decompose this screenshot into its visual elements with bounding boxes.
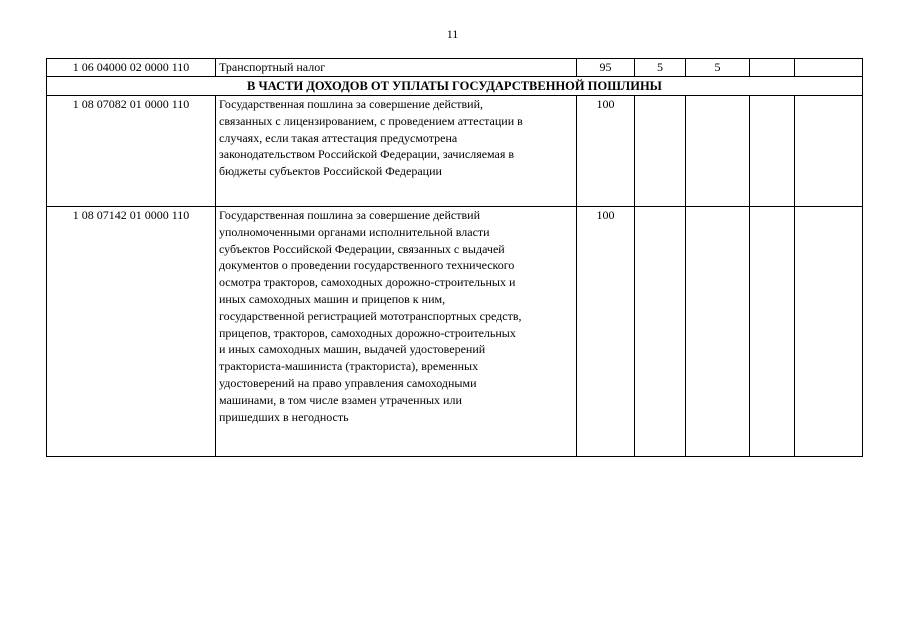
revenue-name — [216, 207, 577, 457]
revenue-name: Транспортный налог — [216, 59, 577, 77]
norm-value-1: 100 — [577, 207, 635, 457]
norm-value-5 — [795, 59, 863, 77]
section-header: В ЧАСТИ ДОХОДОВ ОТ УПЛАТЫ ГОСУДАРСТВЕННОЙ ПОШЛИНЫ — [47, 77, 863, 96]
revenue-name-text: Государственная пошлина за совершение действий уполномоченными органами исполнительной власти субъектов Российской Федерации, связанных с выдачей документов о проведении государственного технического осмотра тракторов, самоходных дорожно-строительных и иных самоходных машин и прицепов к ним, государственной регистрацией мототранспортных средств, прицепов, тракторов, самоходных дорожно-строительных и иных самоходных машин, выдачей удостоверений тракториста-машиниста (тракториста), временных удостоверений на право управления самоходными машинами, в том числе взамен утраченных или пришедших в негодность — [219, 208, 522, 424]
norm-value-2: 5 — [635, 59, 686, 77]
budget-classification-code: 1 08 07082 01 0000 110 — [47, 96, 216, 207]
table-row — [47, 59, 863, 77]
norm-value-2 — [635, 96, 686, 207]
budget-classification-code: 1 08 07142 01 0000 110 — [47, 207, 216, 457]
revenue-name — [216, 96, 577, 207]
norm-value-5 — [795, 207, 863, 457]
norm-value-1: 100 — [577, 96, 635, 207]
budget-classification-code: 1 06 04000 02 0000 110 — [47, 59, 216, 77]
norm-value-1: 95 — [577, 59, 635, 77]
norm-value-3: 5 — [686, 59, 750, 77]
norm-value-4 — [750, 207, 795, 457]
revenue-name-text: Государственная пошлина за совершение действий, связанных с лицензированием, с проведением аттестации в случаях, если такая аттестация предусмотрена законодательством Российской Федерации, зачисляемая в бюджеты субъектов Российской Федерации — [219, 97, 523, 179]
norm-value-3 — [686, 96, 750, 207]
table-row — [47, 207, 863, 457]
section-header-row — [47, 77, 863, 96]
revenue-distribution-table — [46, 58, 863, 457]
norm-value-5 — [795, 96, 863, 207]
page-number: 11 — [446, 27, 459, 41]
table-row — [47, 96, 863, 207]
norm-value-3 — [686, 207, 750, 457]
norm-value-4 — [750, 96, 795, 207]
norm-value-2 — [635, 207, 686, 457]
norm-value-4 — [750, 59, 795, 77]
